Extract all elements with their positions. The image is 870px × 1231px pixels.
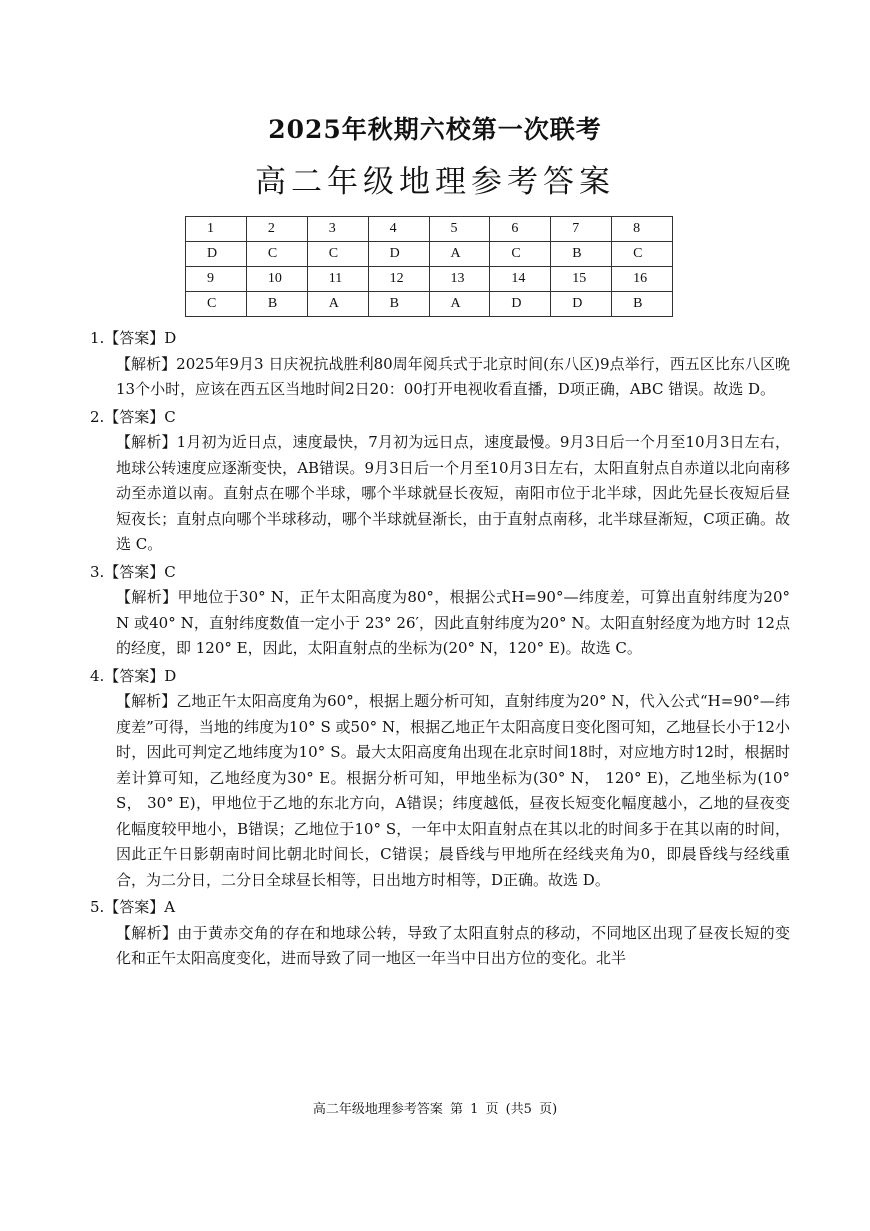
answer-cell: C bbox=[186, 292, 247, 317]
question-number-cell: 8 bbox=[612, 217, 673, 242]
explanation-text: 【解析】1月初为近日点，速度最快，7月初为远日点，速度最慢。9月3日后一个月至10月3日左右，地球公转速度应逐渐变快，AB错误。9月3日后一个月至10月3日左右，太阳直射点自赤道以北向南移动至赤道以南。直射点在哪个半球，哪个半球就昼长夜短，南阳市位于北半球，因此先昼长夜短后昼短夜长；直射点向哪个半球移动，哪个半球就昼渐长，由于直射点南移，北半球昼渐短，C项正确。故选 C。 bbox=[116, 433, 790, 553]
question-number-cell: 15 bbox=[551, 267, 612, 292]
answer-heading: 3.【答案】C bbox=[90, 562, 176, 581]
answer-cell: B bbox=[246, 292, 307, 317]
question-number-cell: 5 bbox=[429, 217, 490, 242]
answer-cell: D bbox=[551, 292, 612, 317]
explanation-text: 【解析】2025年9月3 日庆祝抗战胜利80周年阅兵式于北京时间(东八区)9点举行，西五区比东八区晚13个小时，应该在西五区当地时间2日20：00打开电视收看直播，D项正确，ABC 错误。故选 D。 bbox=[116, 354, 790, 398]
question-number-cell: 3 bbox=[307, 217, 368, 242]
answer-cell: A bbox=[307, 292, 368, 317]
answer-heading: 2.【答案】C bbox=[90, 407, 176, 426]
explanations bbox=[90, 326, 790, 974]
question-number-cell: 12 bbox=[368, 267, 429, 292]
question-number-cell: 4 bbox=[368, 217, 429, 242]
question-block bbox=[90, 560, 790, 662]
question-block bbox=[90, 664, 790, 894]
explanation-text: 【解析】甲地位于30° N，正午太阳高度为80°，根据公式H=90°—纬度差，可算出直射纬度为20° N 或40° N，直射纬度数值一定小于 23° 26′，因此直射纬度为20° N。太阳直射经度为地方时 12点的经度，即 120° E，因此，太阳直射点的坐标为(20° N，120° E)。故选 C。 bbox=[116, 588, 790, 657]
question-number-cell: 16 bbox=[612, 267, 673, 292]
question-number-row bbox=[186, 217, 673, 242]
answer-cell: C bbox=[612, 242, 673, 267]
answer-cell: B bbox=[612, 292, 673, 317]
question-number-cell: 6 bbox=[490, 217, 551, 242]
answer-heading: 4.【答案】D bbox=[90, 666, 177, 685]
explanation-text: 【解析】由于黄赤交角的存在和地球公转，导致了太阳直射点的移动，不同地区出现了昼夜长短的变化和正午太阳高度变化，进而导致了同一地区一年当中日出方位的变化。北半 bbox=[116, 923, 790, 967]
question-number-cell: 7 bbox=[551, 217, 612, 242]
answer-heading: 1.【答案】D bbox=[90, 329, 177, 347]
answer-cell: D bbox=[368, 242, 429, 267]
question-number-cell: 11 bbox=[307, 267, 368, 292]
answer-cell: D bbox=[490, 292, 551, 317]
exam-title: 2025年秋期六校第一次联考 bbox=[268, 115, 602, 144]
answer-cell: C bbox=[246, 242, 307, 267]
answer-table bbox=[185, 216, 673, 317]
answer-letter-row bbox=[186, 292, 673, 317]
answer-cell: A bbox=[429, 242, 490, 267]
answer-letter-row bbox=[186, 242, 673, 267]
question-number-row bbox=[186, 267, 673, 292]
question-block bbox=[90, 326, 790, 403]
answer-key-title: 高二年级地理参考答案 bbox=[255, 164, 615, 200]
question-number-cell: 1 bbox=[186, 217, 247, 242]
page-footer: 高二年级地理参考答案 第 1 页 (共5 页) bbox=[312, 1102, 558, 1117]
question-number-cell: 13 bbox=[429, 267, 490, 292]
question-number-cell: 9 bbox=[186, 267, 247, 292]
answer-heading: 5.【答案】A bbox=[90, 898, 176, 916]
answer-cell: D bbox=[186, 242, 247, 267]
question-block bbox=[90, 405, 790, 558]
question-number-cell: 10 bbox=[246, 267, 307, 292]
question-block bbox=[90, 895, 790, 972]
explanation-text: 【解析】乙地正午太阳高度角为60°，根据上题分析可知，直射纬度为20° N，代入公式“H=90°—纬度差”可得，当地的纬度为10° S 或50° N，根据乙地正午太阳高度日变化图可知，乙地昼长小于12小时，因此可判定乙地纬度为10° S。最大太阳高度角出现在北京时间18时，对应地方时12时，根据时差计算可知，乙地经度为30° E。根据分析可知，甲地坐标为(30° N， 120° E)，乙地坐标为(10° S， 30° E)，甲地位于乙地的东北方向，A错误；纬度越低，昼夜长短变化幅度越小，乙地的昼夜变化幅度较甲地小，B错误；乙地位于10° S，一年中太阳直射点在其以北的时间多于在其以南的时间，因此正午日影朝南时间比朝北时间长，C错误；晨昏线与甲地所在经线夹角为0，即晨昏线与经线重合，为二分日，二分日全球昼长相等，日出地方时相等，D正确。故选 D。 bbox=[116, 692, 790, 889]
answer-cell: C bbox=[490, 242, 551, 267]
question-number-cell: 14 bbox=[490, 267, 551, 292]
answer-cell: C bbox=[307, 242, 368, 267]
answer-cell: A bbox=[429, 292, 490, 317]
answer-cell: B bbox=[368, 292, 429, 317]
question-number-cell: 2 bbox=[246, 217, 307, 242]
answer-cell: B bbox=[551, 242, 612, 267]
